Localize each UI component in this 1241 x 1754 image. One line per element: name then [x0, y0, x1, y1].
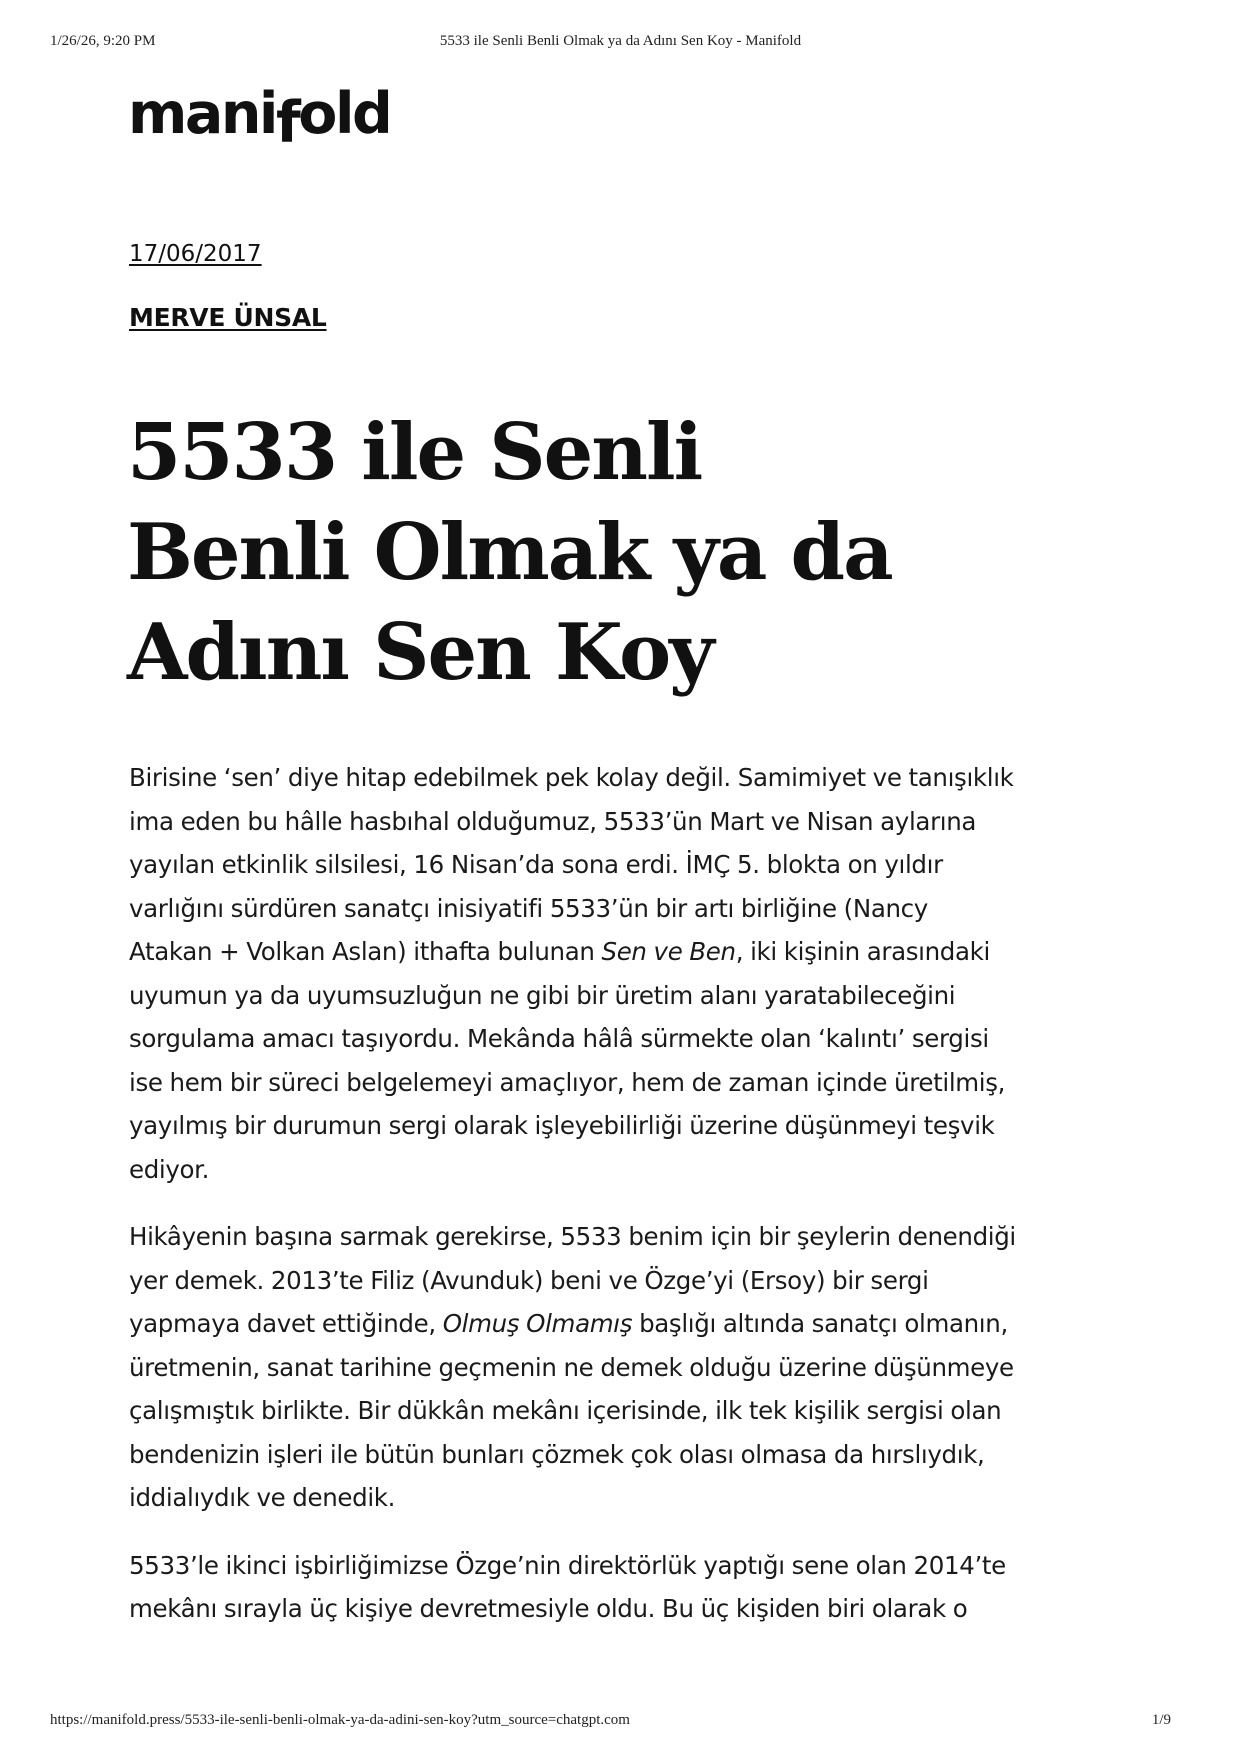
print-header [0, 33, 1241, 53]
exhibition-title-emphasis: Olmuş Olmamış [442, 1309, 633, 1338]
paragraph-2 [129, 1215, 1079, 1520]
print-page-number: 1/9 [1151, 1712, 1171, 1728]
article-title [127, 403, 1027, 703]
text-line: yapmaya davet ettiğinde, Olmuş Olmamış başlığı altında sanatçı olmanın, [129, 1309, 1008, 1338]
text-line: iddialıydık ve denedik. [129, 1483, 396, 1512]
article-body [129, 756, 1079, 1655]
text-line: yer demek. 2013’te Filiz (Avunduk) beni ve Özge’yi (Ersoy) bir sergi [129, 1265, 929, 1295]
site-logo[interactable]: manifold [128, 81, 391, 156]
print-url: https://manifold.press/5533-ile-senli-benli-olmak-ya-da-adini-sen-koy?utm_source=chatgpt.com [50, 1712, 630, 1728]
title-line: 5533 ile Senli [127, 407, 702, 498]
text-line: Hikâyenin başına sarmak gerekirse, 5533 benim için bir şeylerin denendiği [129, 1222, 1016, 1251]
text-line: bendenizin işleri ile bütün bunları çözmek çok olası olmasa da hırslıydık, [129, 1439, 985, 1469]
print-page-title: 5533 ile Senli Benli Olmak ya da Adını Sen Koy - Manifold [439, 33, 802, 49]
text-line: yayılan etkinlik silsilesi, 16 Nisan’da sona erdi. İMÇ 5. blokta on yıldır [129, 850, 943, 879]
print-footer [0, 1712, 1241, 1732]
text-line: yayılmış bir durumun sergi olarak işleyebilirliği üzerine düşünmeyi teşvik [129, 1111, 995, 1140]
paragraph-1 [129, 756, 1079, 1191]
article-date-link[interactable]: 17/06/2017 [129, 241, 262, 267]
text-line: ediyor. [129, 1154, 210, 1184]
text-line: mekânı sırayla üç kişiye devretmesiyle oldu. Bu üç kişiden biri olarak o [129, 1594, 968, 1623]
text-line: uyumun ya da uyumsuzluğun ne gibi bir üretim alanı yaratabileceğini [129, 980, 956, 1010]
title-line: Adını Sen Koy [127, 607, 713, 698]
print-datetime: 1/26/26, 9:20 PM [50, 33, 156, 49]
text-line: ise hem bir süreci belgelemeyi amaçlıyor, hem de zaman içinde üretilmiş, [129, 1067, 1006, 1097]
text-line: sorgulama amacı taşıyordu. Mekânda hâlâ sürmekte olan ‘kalıntı’ sergisi [129, 1024, 989, 1053]
title-line: Benli Olmak ya da [127, 507, 892, 598]
work-title-emphasis: Sen ve Ben [601, 937, 736, 966]
author-link[interactable]: MERVE ÜNSAL [129, 303, 327, 332]
paragraph-3 [129, 1544, 1079, 1631]
text-line: Birisine ‘sen’ diye hitap edebilmek pek kolay değil. Samimiyet ve tanışıklık [129, 763, 1014, 792]
text-line: varlığını sürdüren sanatçı inisiyatifi 5533’ün bir artı birliğine (Nancy [129, 893, 928, 923]
text-line: ima eden bu hâlle hasbıhal olduğumuz, 5533’ün Mart ve Nisan aylarına [129, 806, 977, 836]
text-line: 5533’le ikinci işbirliğimizse Özge’nin direktörlük yaptığı sene olan 2014’te [129, 1550, 1006, 1580]
text-line: Atakan + Volkan Aslan) ithafta bulunan Sen ve Ben, iki kişinin arasındaki [129, 937, 990, 966]
text-line: üretmenin, sanat tarihine geçmenin ne demek olduğu üzerine düşünmeye [129, 1352, 1014, 1382]
text-line: çalışmıştık birlikte. Bir dükkân mekânı içerisinde, ilk tek kişilik sergisi olan [129, 1396, 1002, 1425]
